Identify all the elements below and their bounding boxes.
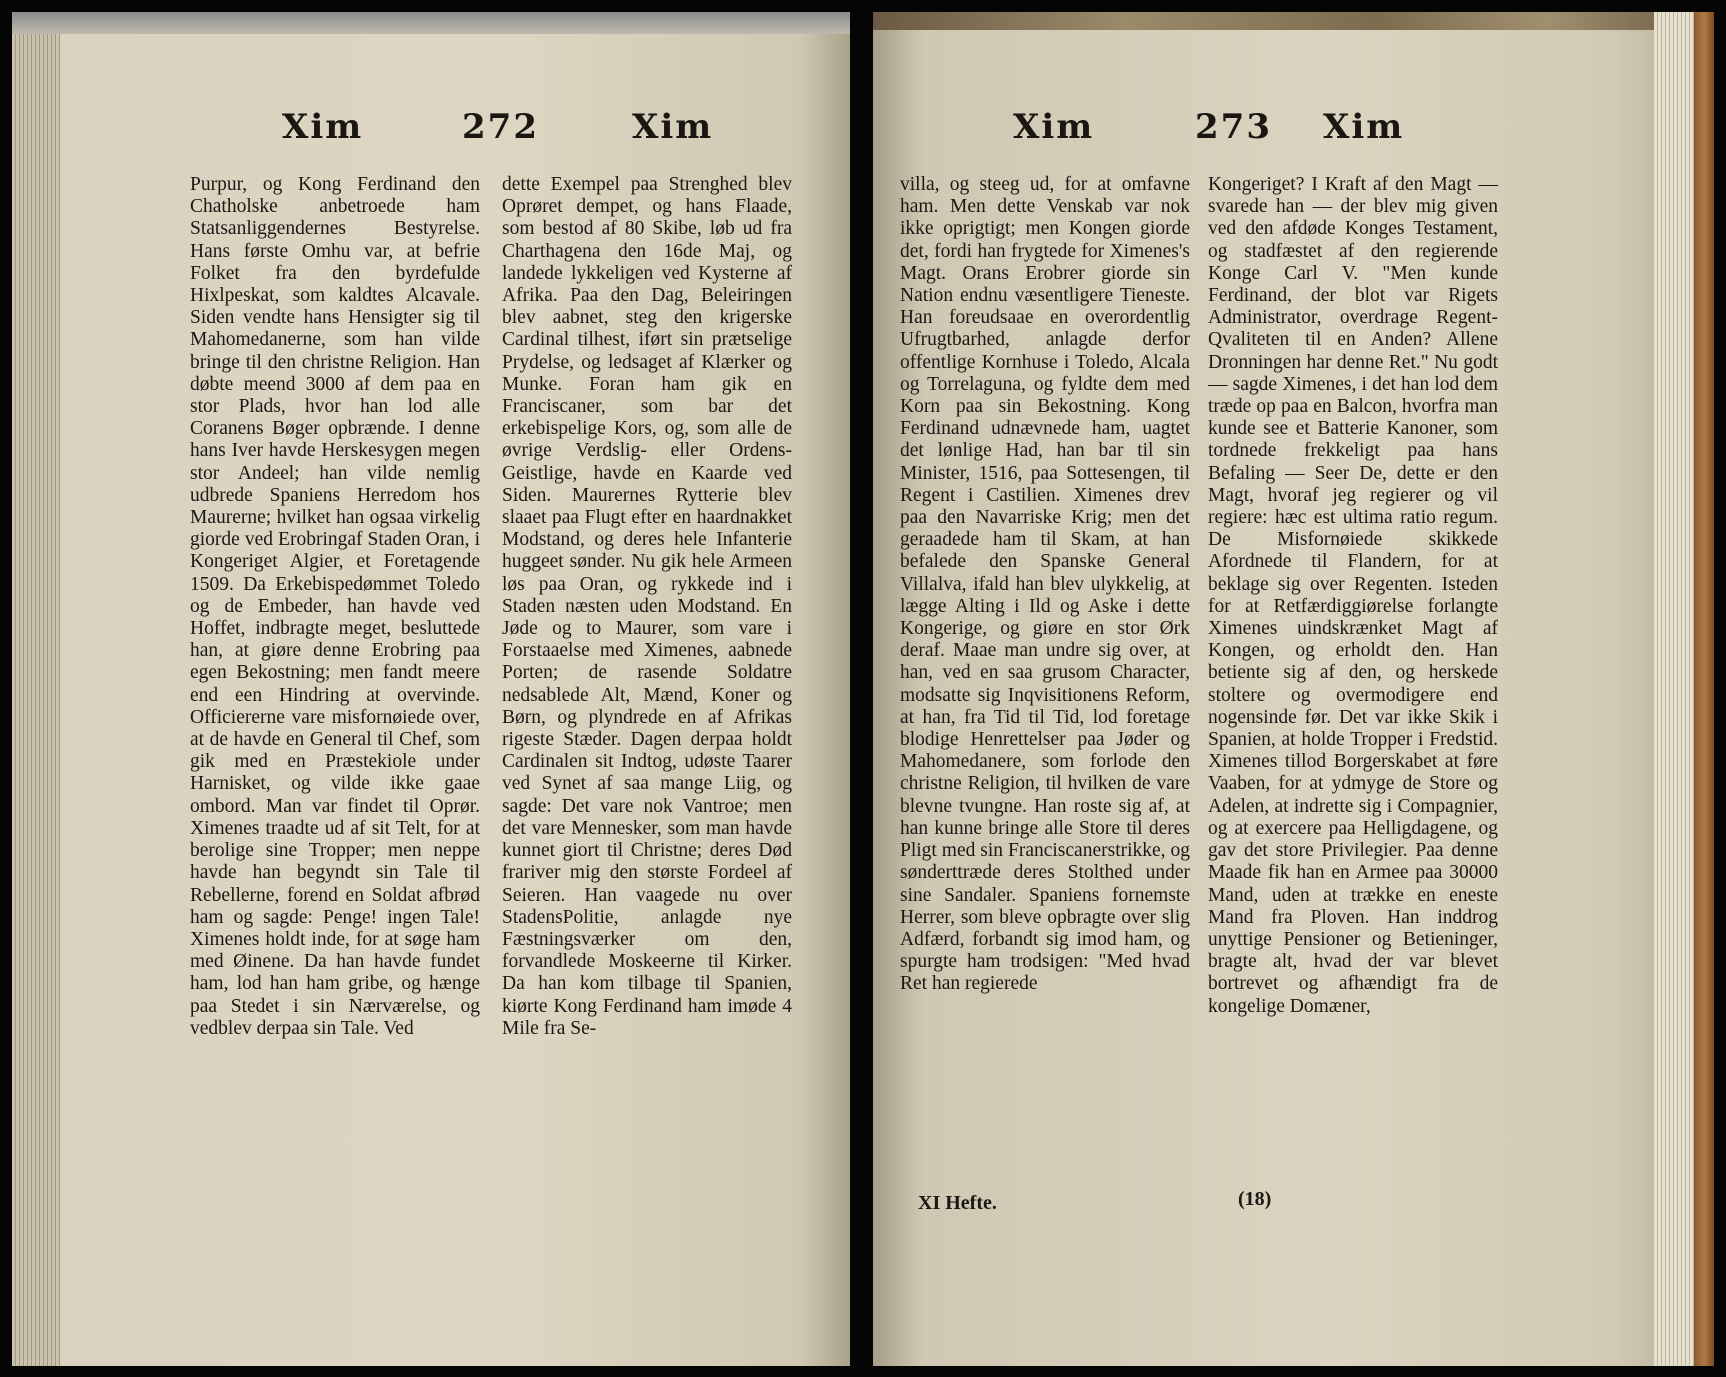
left-page <box>12 12 850 1366</box>
running-header <box>873 107 1714 157</box>
text-column-1 <box>900 174 1190 996</box>
signature-mark: XI Hefte. <box>918 1192 997 1214</box>
text-column-2 <box>1208 174 1498 1018</box>
body-text: dette Exempel paa Strenghed blev Oprøret dempet, og hans Flaade, som bestod af 80 Skibe, løb ud fra Charthagena den 16de Maj, og landede lykkeligen ved Kysterne af Afrika. Paa den Dag, Beleiringen blev aabnet, steg den krigerske Cardinal tilhest, iført sin prætselige Prydelse, og ledsaget af Klærker og Munke. Foran ham gik en Franciscaner, som bar det erkebispelige Kors, og, som alle de øvrige Verdslig- eller Ordens-Geistlige, havde en Kaarde ved Siden. Maurernes Rytterie blev slaaet paa Flugt efter en haardnakket Modstand, og deres hele Infanterie huggeet sønder. Nu gik hele Armeen løs paa Oran, og rykkede ind i Staden næsten uden Modstand. En Jøde og to Maurer, som vare i Forstaaelse med Ximenes, aabnede Porten; de rasende Soldatre nedsablede Alt, Mænd, Koner og Børn, og plyndrede en af Afrikas rigeste Stæder. Dagen derpaa holdt Cardinalen sit Indtog, udøste Taarer ved Synet af saa mange Liig, og sagde: Det vare nok Vantroe; men det vare Mennesker, som man havde kunnet giort til Christne; deres Død frariver mig den største Fordeel af Seieren. Han vaagede nu over StadensPolitie, anlagde nye Fæstningsværker om den, forvandlede Moskeerne til Kirker. Da han kom tilbage til Spanien, kiørte Kong Ferdinand ham imøde 4 Mile fra Se- <box>502 174 792 1039</box>
header-right-word: Xim <box>632 107 714 147</box>
page-top-edge <box>873 12 1714 30</box>
sheet-number: (18) <box>1238 1188 1272 1210</box>
page-number: 273 <box>1195 107 1272 147</box>
header-left-word: Xim <box>282 107 364 147</box>
page-fore-edge <box>12 12 60 1366</box>
page-number: 272 <box>462 107 539 147</box>
page-top-edge <box>12 12 850 34</box>
body-text: Purpur, og Kong Ferdinand den Chatholske anbetroede ham Statsanliggendernes Bestyrelse. Hans første Omhu var, at befrie Folket fra den byrdefulde Hixlpeskat, som kaldtes Alcavale. Siden vendte hans Hensigter sig til Mahomedanerne, som han vilde bringe til den christne Religion. Han døbte meend 3000 af dem paa en stor Plads, hvor han lod alle Coranens Bøger opbrænde. I denne hans Iver havde Herskesygen megen stor Andeel; han vilde nemlig udbrede Spaniens Herredom hos Maurerne; hvilket han ogsaa virkelig giorde ved Erobringaf Staden Oran, i Kongeriget Algier, et Foretagende 1509. Da Erkebispedømmet Toledo og de Embeder, han havde ved Hoffet, indbragte meget, besluttede han, at giøre denne Erobring paa egen Bekostning; men fandt meere end een Hindring at overvinde. Officiererne vare misfornøiede over, at de havde en General til Chef, som gik med en Præstekiole under Harnisket, og vilde ikke gaae ombord. Man var findet til Oprør. Ximenes traadte ud af sit Telt, for at berolige sine Tropper; men neppe havde han begyndt sin Tale til Rebellerne, forend en Soldat afbrød ham og sagde: Penge! ingen Tale! Ximenes holdt inde, for at søge ham med Øinene. Da han havde fundet ham, lod han ham gribe, og hænge paa Stedet i sin Nærværelse, og vedblev derpaa sin Tale. Ved <box>190 174 480 1039</box>
header-right-word: Xim <box>1323 107 1405 147</box>
header-left-word: Xim <box>1013 107 1095 147</box>
text-column-2 <box>502 174 792 1040</box>
body-text: Kongeriget? I Kraft af den Magt — svarede han — der blev mig given ved den afdøde Konges Testament, og stadfæstet af den regierende Konge Carl V. "Men kunde Ferdinand, der blot var Rigets Administrator, overdrage Regent-Qvaliteten til en Anden? Allene Dronningen har denne Ret." Nu godt — sagde Ximenes, i det han lod dem træde op paa en Balcon, hvorfra man kunde see et Batterie Kanoner, som tordnede frekkeligt paa hans Befaling — Seer De, dette er den Magt, hvoraf jeg regierer og vil regiere: hæc est ultima ratio regum. De Misfornøiede skikkede Afordnede til Flandern, for at beklage sig over Regenten. Isteden for at Retfærdiggiørelse forlangte Ximenes uindskrænket Magt af Kongen, og erholdt den. Han betiente sig af den, og herskede stoltere og overmodigere end nogensinde før. Det var ikke Skik i Spanien, at holde Tropper i Fredstid. Ximenes tillod Borgerskabet at føre Vaaben, for at ydmyge de Store og Adelen, at indrette sig i Compagnier, og at exercere paa Helligdagene, og gav det store Privilegier. Paa denne Maade fik han en Armee paa 30000 Mand, uden at trække en eneste Mand fra Ploven. Han inddrog unyttige Pensioner og Betieninger, bragte alt, hvad der var blevet bortrevet og afhændigt fra de kongelige Domæner, <box>1208 174 1498 1017</box>
running-header <box>12 107 850 157</box>
text-column-1 <box>190 174 480 1040</box>
right-page <box>873 12 1714 1366</box>
book-cover-edge <box>1694 12 1714 1366</box>
body-text: villa, og steeg ud, for at omfavne ham. Men dette Venskab var nok ikke oprigtigt; men Kongen giorde det, fordi han frygtede for Ximenes's Magt. Orans Erobrer giorde sin Nation endnu væsentligere Tieneste. Han foreudsaae en overordentlig Ufrugtbarhed, anlagde derfor offentlige Kornhuse i Toledo, Alcala og Torrelaguna, og fyldte dem med Korn paa sin Bekostning. Kong Ferdinand udnævnede ham, uagtet det lønlige Had, han bar til sin Minister, 1516, paa Sottesengen, til Regent i Castilien. Ximenes drev paa den Navarriske Krig; men det geraadede ham til Skam, at han befalede den Spanske General Villalva, ifald han blev ulykkelig, at lægge Alting i Ild og Aske i dette Kongerige, og giøre en stor Ørk deraf. Maae man undre sig over, at han, ved en saa grusom Character, modsatte sig Inqvisitionens Reform, at han, fra Tid til Tid, lod foretage blodige Henrettelser paa Jøder og Mahomedanere, som forlode den christne Religion, til hvilken de vare blevne tvungne. Han roste sig af, at han kunne bringe alle Store til deres Pligt med sin Franciscanerstrikke, og sønderttræde deres Stolthed under sine Sandaler. Spaniens fornemste Herrer, som bleve opbragte over slig Adfærd, forbandt sig imod ham, og spurgte ham trodsigen: "Med hvad Ret han regierede <box>900 174 1190 995</box>
